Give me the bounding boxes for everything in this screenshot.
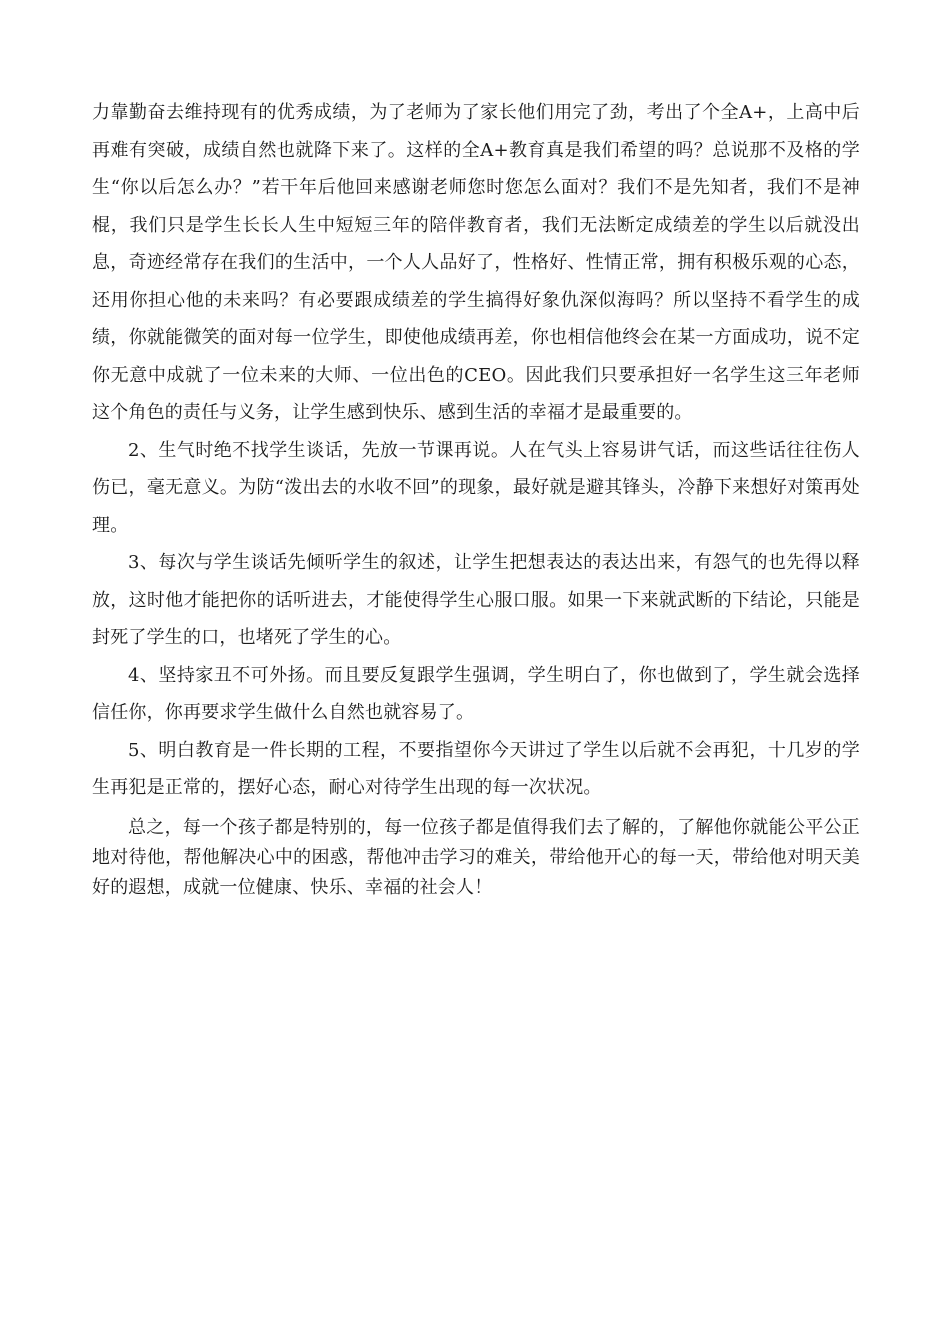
document-page xyxy=(92,94,860,903)
paragraph-point-2: 2、生气时绝不找学生谈话，先放一节课再说。人在气头上容易讲气话，而这些话往往伤人伤已，毫无意义。为防“泼出去的水收不回”的现象，最好就是避其锋头，冷静下来想好对策再处理。 xyxy=(92,439,860,536)
paragraph-point-4: 4、坚持家丑不可外扬。而且要反复跟学生强调，学生明白了，你也做到了，学生就会选择信任你，你再要求学生做什么自然也就容易了。 xyxy=(92,664,860,723)
paragraph-conclusion: 总之，每一个孩子都是特别的，每一位孩子都是值得我们去了解的，了解他你就能公平公正地对待他，帮他解决心中的困惑，帮他冲击学习的难关，带给他开心的每一天，带给他对明天美好的遐想，成就一位健康、快乐、幸福的社会人！ xyxy=(92,816,860,898)
paragraph-point-3: 3、每次与学生谈话先倾听学生的叙述，让学生把想表达的表达出来，有怨气的也先得以释放，这时他才能把你的话听进去，才能使得学生心服口服。如果一下来就武断的下结论，只能是封死了学生的口，也堵死了学生的心。 xyxy=(92,552,860,648)
paragraph-point-5: 5、明白教育是一件长期的工程，不要指望你今天讲过了学生以后就不会再犯，十几岁的学生再犯是正常的，摆好心态，耐心对待学生出现的每一次状况。 xyxy=(92,739,860,798)
paragraph-continued: 力靠勤奋去维持现有的优秀成绩，为了老师为了家长他们用完了劲，考出了个全A+，上高中后再难有突破，成绩自然也就降下来了。这样的全A+教育真是我们希望的吗？总说那不及格的学生“你以后怎么办？”若干年后他回来感谢老师您时您怎么面对？我们不是先知者，我们不是神棍，我们只是学生长长人生中短短三年的陪伴教育者，我们无法断定成绩差的学生以后就没出息，奇迹经常存在我们的生活中，一个人人品好了，性格好、性情正常，拥有积极乐观的心态，还用你担心他的未来吗？有必要跟成绩差的学生搞得好象仇深似海吗？所以坚持不看学生的成绩，你就能微笑的面对每一位学生，即使他成绩再差，你也相信他终会在某一方面成功，说不定你无意中成就了一位未来的大师、一位出色的CEO。因此我们只要承担好一名学生这三年老师这个角色的责任与义务，让学生感到快乐、感到生活的幸福才是最重要的。 xyxy=(92,102,860,423)
